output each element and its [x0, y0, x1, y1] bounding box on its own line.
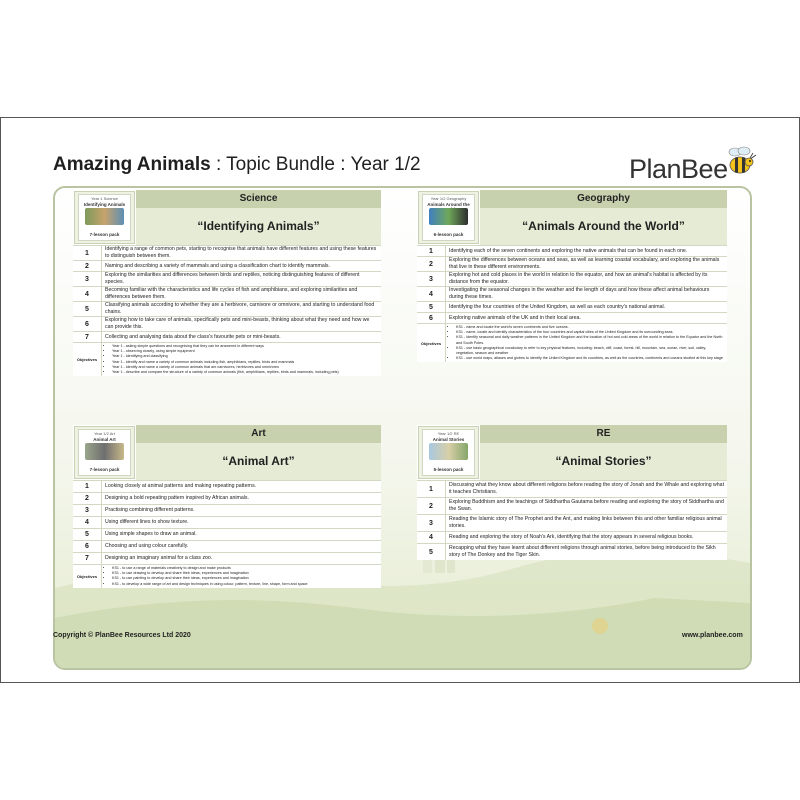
title-topic: Amazing Animals	[53, 154, 211, 175]
objectives-list: • KS1 - name and locate the world's seven continents and five oceans. • KS1 - name, locate and identify characteristics of the four countries and capital cities of the United Kingdom and its surrounding seas. • KS1 - identify seasonal and daily weather patterns in the United Kingdom and the location of hot and cold areas of the world in relation to the Equator and the North and South Poles. • KS1 - use basic geographical vocabulary to refer to key physical features, including: beach, cliff, coast, forest, hill, mountain, sea, ocean, river, soil, valley, vegetation, season and weather • KS1 - use world maps, atlases and globes to identify the United Kingdom and its countries, as well as the countries, continents and oceans studied at this key stage	[446, 324, 727, 362]
cover-tag: Year 1 Science	[91, 196, 118, 201]
planbee-logo	[629, 146, 759, 186]
lesson-row: 1 Identifying each of the seven continents and exploring the native animals that can be found in each one.	[417, 245, 727, 256]
lesson-row: 2 Designing a bold repeating pattern inspired by African animals.	[73, 492, 381, 504]
unit-title: “Animals Around the World”	[480, 208, 727, 245]
objectives-row	[417, 323, 727, 362]
geography-cover-thumbnail[interactable]	[418, 191, 479, 244]
unit-title: “Animal Art”	[136, 443, 381, 480]
science-cover-thumbnail[interactable]	[74, 191, 135, 244]
cover-pack: 5-lesson pack	[433, 467, 464, 472]
logo-text: PlanBee	[629, 154, 728, 184]
cover-pack: 7-lesson pack	[89, 467, 120, 472]
re-block	[417, 425, 727, 560]
subject-heading: RE	[480, 425, 727, 443]
cover-image	[429, 443, 468, 460]
topic-panel	[53, 186, 752, 670]
lesson-row: 5 Recapping what they have learnt about different religions through animal stories, before being introduced to the Sikh story of The Donkey and the Tiger Skin.	[417, 543, 727, 560]
subject-heading: Geography	[480, 190, 727, 208]
lesson-row: 5 Classifying animals according to whether they are a herbivore, carnivore or omnivore, and starting to understand food chains.	[73, 301, 381, 316]
cover-title: Animal Stories	[432, 437, 465, 442]
objectives-label: Objectives	[73, 343, 102, 376]
lesson-row: 3 Exploring the similarities and differences between birds and reptiles, noticing distinguishing features of different species.	[73, 271, 381, 286]
lesson-row: 5 Identifying the four countries of the United Kingdom, as well as each country's national animal.	[417, 301, 727, 312]
objectives-row	[73, 342, 381, 376]
cover-image	[85, 443, 124, 460]
lesson-row: 1 Looking closely at animal patterns and making repeating patterns.	[73, 480, 381, 492]
cover-tag: Year 1/2 Geography	[430, 196, 467, 201]
lesson-row: 2 Exploring the differences between oceans and seas, as well as learning coastal vocabulary, and exploring the animals that live in these different environments.	[417, 256, 727, 271]
cover-title: Animals Around the	[427, 202, 470, 207]
bee-icon	[724, 146, 758, 178]
subject-heading: Art	[136, 425, 381, 443]
objectives-list: • Year 1 - asking simple questions and recognising that they can be answered in different ways • Year 1 - observing closely, using simple equipment • Year 1 - identifying and classifying • Year 1 - identify and name a variety of common animals including fish, amphibians, reptiles, birds and mammals • Year 1 - identify and name a variety of common animals that are carnivores, herbivores and omnivores • Year 1 - describe and compare the structure of a variety of common animals (fish, amphibians, reptiles, birds and mammals, including pets)	[102, 343, 381, 376]
lesson-row: 1 Discussing what they know about different religions before reading the story of Jonah and the Whale and exploring what it teaches Christians.	[417, 480, 727, 497]
cover-image	[429, 208, 468, 225]
cover-pack: 6-lesson pack	[433, 232, 464, 237]
lesson-row: 4 Becoming familiar with the characteristics and life cycles of fish and amphibians, and exploring similarities and differences between them.	[73, 286, 381, 301]
cover-title: Animal Art	[93, 437, 116, 442]
lesson-row: 6 Exploring native animals of the UK and in their local area.	[417, 312, 727, 323]
page-title	[53, 154, 421, 176]
objectives-row	[73, 564, 381, 588]
lesson-row: 3 Exploring hot and cold places in the world in relation to the equator, and how an animal's habitat is affected by its distance from the equator.	[417, 271, 727, 286]
re-cover-thumbnail[interactable]	[418, 426, 479, 479]
lesson-row: 4 Using different lines to show texture.	[73, 516, 381, 528]
lesson-row: 6 Choosing and using colour carefully.	[73, 540, 381, 552]
copyright-notice: Copyright © PlanBee Resources Ltd 2020	[53, 632, 191, 639]
geography-block	[417, 190, 727, 362]
lesson-row: 7 Designing an imaginary animal for a class zoo.	[73, 552, 381, 564]
lesson-row: 1 Identifying a range of common pets, starting to recognise that animals have different features and using these features to distinguish between them.	[73, 245, 381, 260]
unit-title: “Animal Stories”	[480, 443, 727, 480]
lesson-row: 2 Exploring Buddhism and the teachings of Siddhartha Gautama before reading and exploring the story of Siddhartha and the Swan.	[417, 497, 727, 514]
lesson-row: 4 Reading and exploring the story of Noah's Ark, identifying that the story appears in several religious books.	[417, 531, 727, 543]
objectives-label: Objectives	[417, 324, 446, 362]
document-page	[0, 117, 800, 683]
cover-tag: Year 1/2 Art	[94, 431, 115, 436]
website-link[interactable]: www.planbee.com	[682, 632, 743, 639]
lesson-row: 6 Exploring how to take care of animals, specifically pets and mini-beasts, thinking about what they need and how we can provide this.	[73, 316, 381, 331]
art-cover-thumbnail[interactable]	[74, 426, 135, 479]
lesson-row: 3 Practising combining different patterns.	[73, 504, 381, 516]
science-block	[73, 190, 381, 376]
objectives-label: Objectives	[73, 565, 102, 588]
subject-heading: Science	[136, 190, 381, 208]
lesson-row: 5 Using simple shapes to draw an animal.	[73, 528, 381, 540]
unit-title: “Identifying Animals”	[136, 208, 381, 245]
title-subtitle: : Topic Bundle : Year 1/2	[210, 154, 421, 175]
lesson-row: 4 Investigating the seasonal changes in the weather and the length of days and how these affect animal behaviours during these times.	[417, 286, 727, 301]
cover-title: Identifying Animals	[83, 202, 126, 207]
objectives-list: • KS1 - to use a range of materials creatively to design and make products • KS1 - to use drawing to develop and share their ideas, experiences and imagination • KS1 - to use painting to develop and share their ideas, experiences and imagination • KS1 - to develop a wide range of art and design techniques in using colour, pattern, texture, line, shape, form and space	[102, 565, 381, 588]
cover-tag: Year 1/2 RE	[437, 431, 460, 436]
cover-image	[85, 208, 124, 225]
cover-pack: 7-lesson pack	[89, 232, 120, 237]
lesson-row: 2 Naming and describing a variety of mammals and using a classification chart to identify mammals.	[73, 260, 381, 271]
lesson-row: 7 Collecting and analysing data about the class's favourite pets or mini-beasts.	[73, 331, 381, 342]
lesson-row: 3 Reading the Islamic story of The Prophet and the Ant, and making links between this and other familiar religious animal stories.	[417, 514, 727, 531]
art-block	[73, 425, 381, 588]
